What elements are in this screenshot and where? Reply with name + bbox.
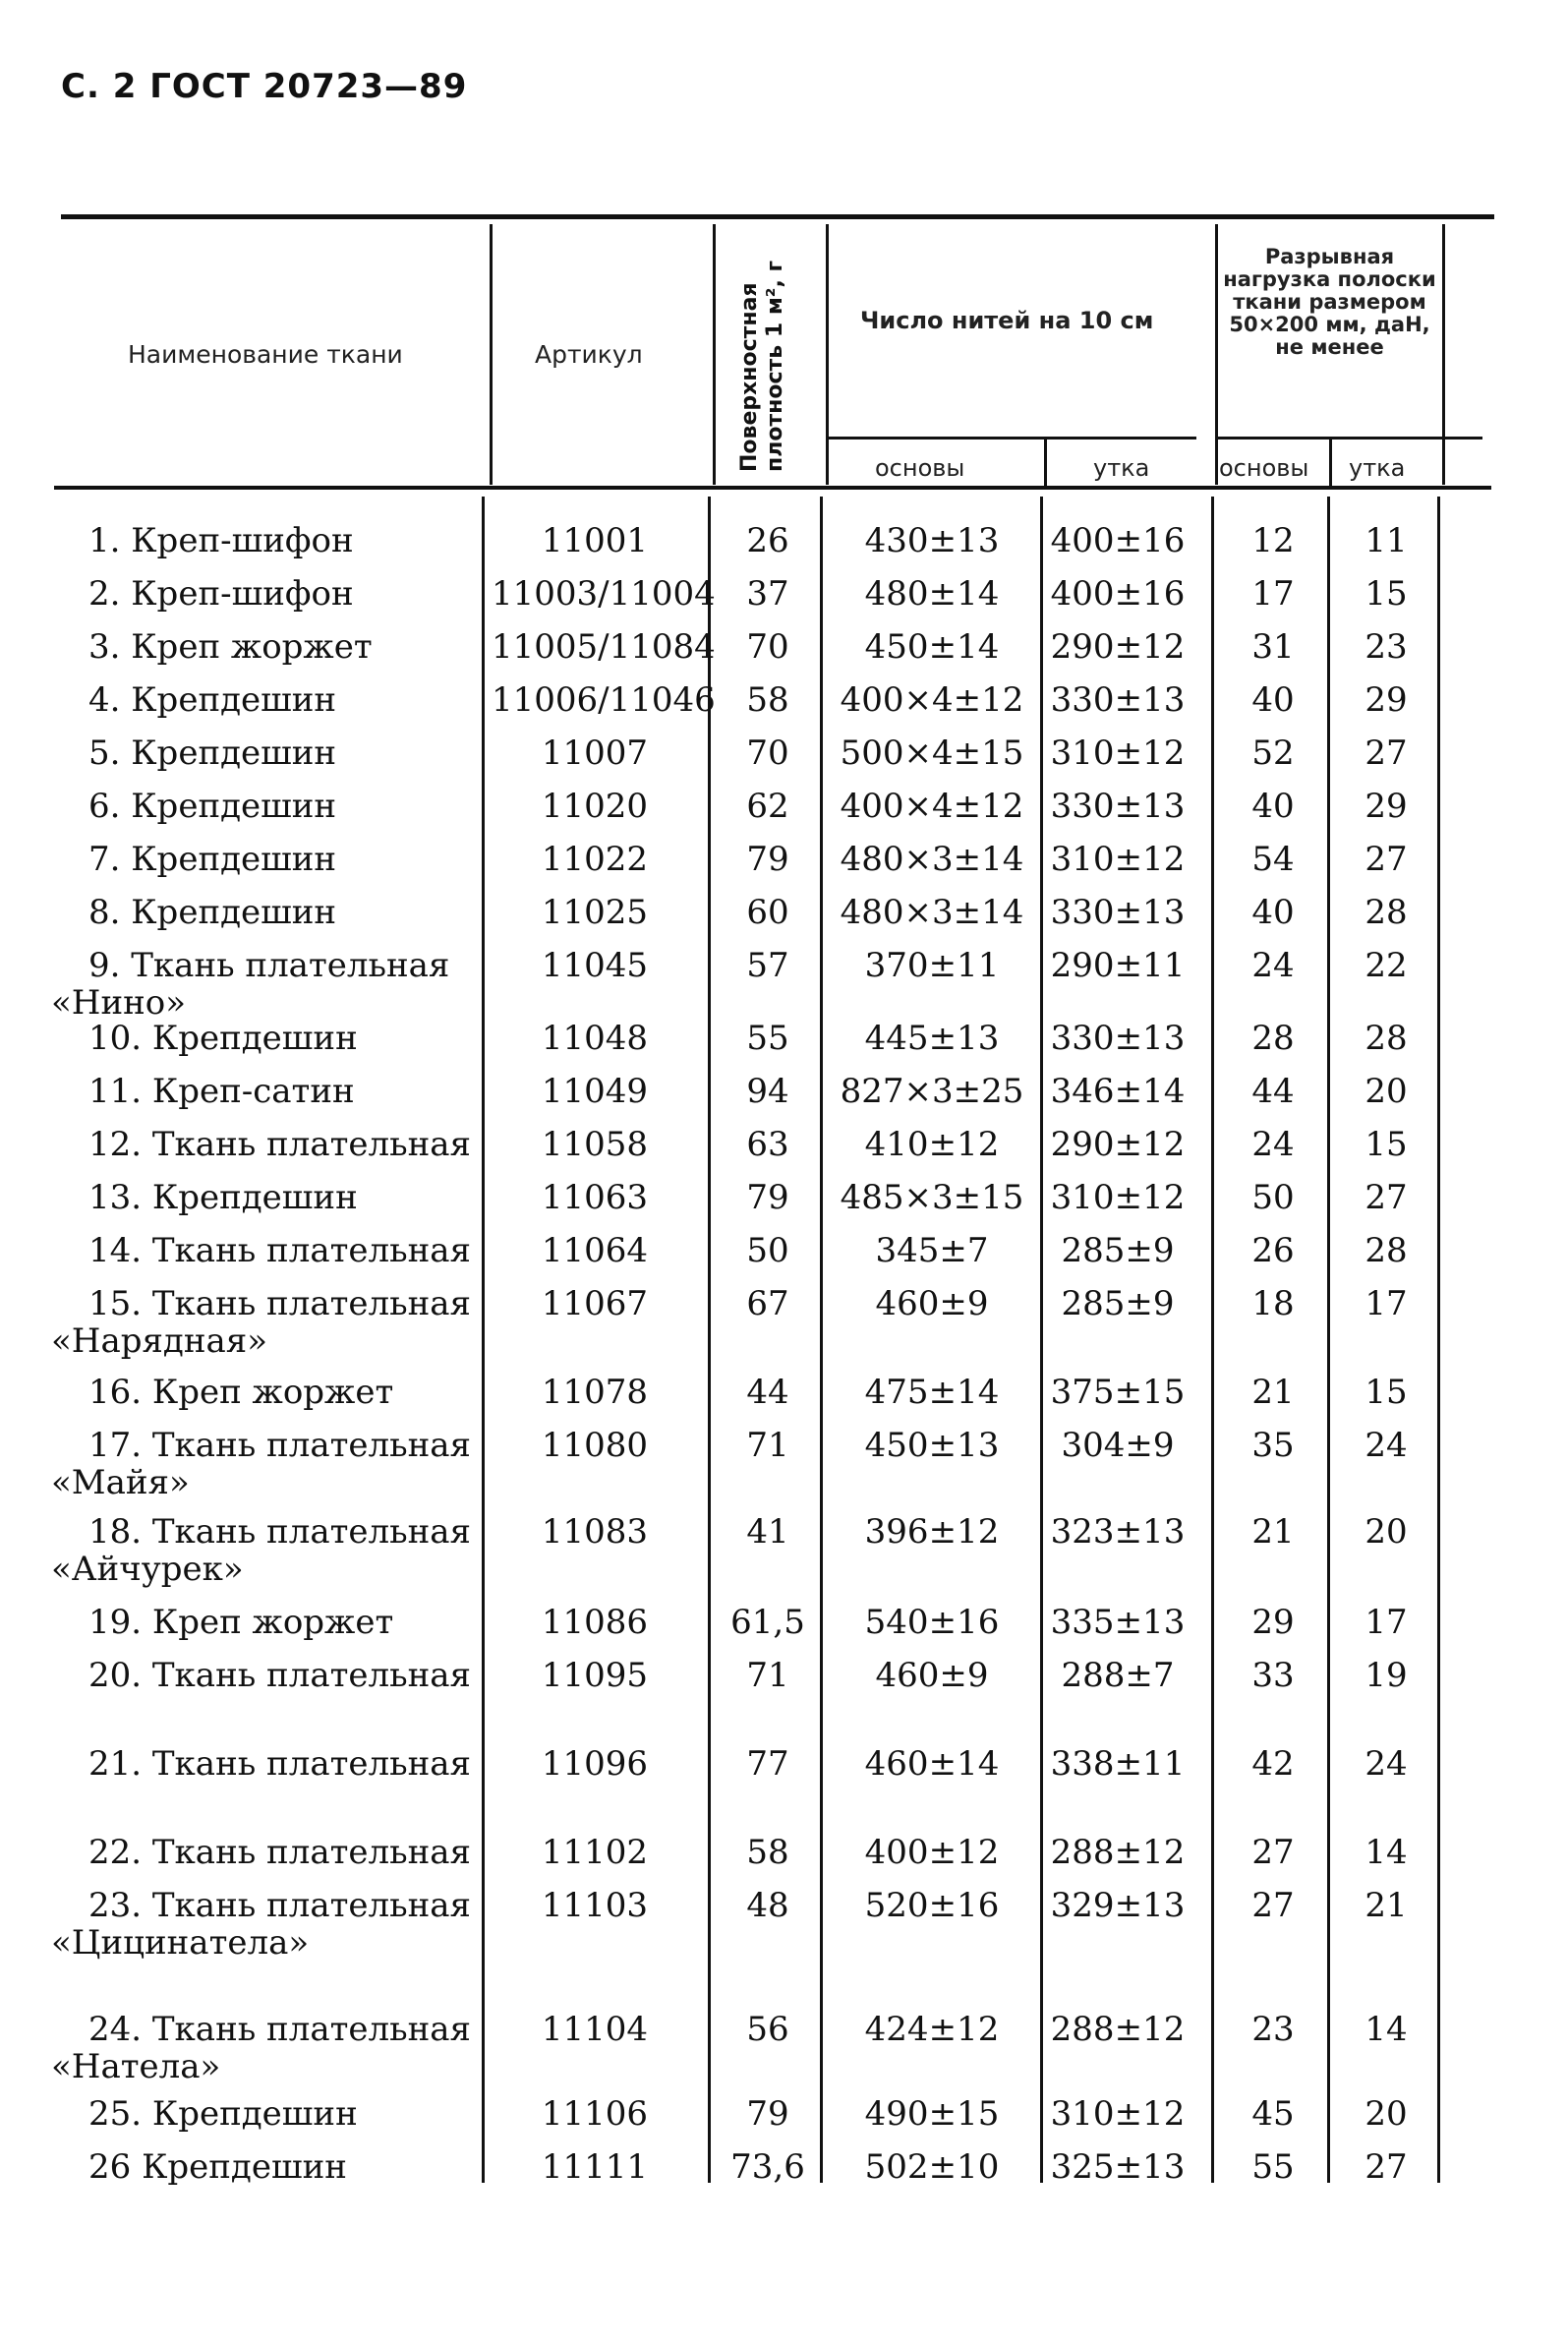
table-row [0, 521, 1568, 574]
row-name: 18. Ткань плательная [88, 1512, 472, 1552]
row-name: 4. Крепдешин [88, 680, 337, 720]
row-density: 58 [746, 1833, 789, 1872]
row-thread-warp: 827×3±25 [840, 1072, 1024, 1111]
row-density: 41 [746, 1512, 789, 1552]
row-thread-weft: 330±13 [1050, 680, 1186, 720]
row-density: 71 [746, 1426, 789, 1465]
row-density: 50 [746, 1231, 789, 1270]
row-article: 11095 [541, 1656, 649, 1695]
row-name-line2: «Айчурек» [51, 1550, 244, 1589]
row-name: 21. Ткань плательная [88, 1744, 472, 1784]
row-thread-warp: 490±15 [864, 2094, 1000, 2134]
row-density: 73,6 [730, 2147, 805, 2187]
row-name-line2: «Натела» [51, 2047, 221, 2086]
row-thread-weft: 285±9 [1061, 1231, 1175, 1270]
divider-line [713, 224, 716, 485]
row-article: 11078 [541, 1373, 649, 1412]
row-load-warp: 40 [1251, 787, 1295, 826]
row-article: 11020 [541, 787, 649, 826]
row-article: 11067 [541, 1284, 649, 1323]
row-name-line2: «Нарядная» [51, 1321, 268, 1361]
row-density: 37 [746, 574, 789, 614]
row-thread-warp: 400×4±12 [840, 787, 1024, 826]
column-header-breaking-load: Разрывная нагрузка полоски ткани размером 50×200 мм, даН, не менее [1223, 245, 1436, 359]
row-thread-warp: 540±16 [864, 1603, 1000, 1642]
table-row [0, 946, 1568, 1023]
row-load-weft: 24 [1365, 1426, 1408, 1465]
row-article: 11083 [541, 1512, 649, 1552]
row-load-weft: 11 [1365, 521, 1408, 560]
row-thread-warp: 460±9 [875, 1656, 989, 1695]
row-load-weft: 28 [1365, 893, 1408, 932]
row-thread-warp: 520±16 [864, 1886, 1000, 1925]
page-header: С. 2 ГОСТ 20723—89 [61, 67, 468, 106]
row-article: 11005/11084 [492, 627, 716, 667]
row-thread-weft: 310±12 [1050, 733, 1186, 773]
row-thread-weft: 288±12 [1050, 2010, 1186, 2049]
row-density: 94 [746, 1072, 789, 1111]
table-row [0, 2010, 1568, 2086]
row-name: 1. Креп-шифон [88, 521, 354, 560]
row-density: 48 [746, 1886, 789, 1925]
row-thread-warp: 480±14 [864, 574, 1000, 614]
row-thread-weft: 288±12 [1050, 1833, 1186, 1872]
row-article: 11006/11046 [492, 680, 716, 720]
row-name: 16. Креп жоржет [88, 1373, 394, 1412]
row-thread-warp: 400±12 [864, 1833, 1000, 1872]
row-load-warp: 40 [1251, 893, 1295, 932]
row-load-warp: 44 [1251, 1072, 1295, 1111]
row-thread-warp: 370±11 [864, 946, 1000, 985]
row-load-weft: 23 [1365, 627, 1408, 667]
row-density: 77 [746, 1744, 789, 1784]
row-load-weft: 24 [1365, 1744, 1408, 1784]
row-load-warp: 21 [1251, 1373, 1295, 1412]
row-name: 11. Креп-сатин [88, 1072, 355, 1111]
row-thread-warp: 500×4±15 [840, 733, 1024, 773]
row-load-warp: 52 [1251, 733, 1295, 773]
row-thread-warp: 450±14 [864, 627, 1000, 667]
row-load-warp: 35 [1251, 1426, 1295, 1465]
row-thread-weft: 375±15 [1050, 1373, 1186, 1412]
row-thread-warp: 400×4±12 [840, 680, 1024, 720]
table-row [0, 1603, 1568, 1656]
row-thread-weft: 290±12 [1050, 627, 1186, 667]
row-thread-weft: 290±11 [1050, 946, 1186, 985]
row-thread-warp: 396±12 [864, 1512, 1000, 1552]
row-thread-warp: 450±13 [864, 1426, 1000, 1465]
row-load-warp: 27 [1251, 1833, 1295, 1872]
row-load-warp: 23 [1251, 2010, 1295, 2049]
column-header-thread-count: Число нитей на 10 см [860, 307, 1154, 334]
row-thread-warp: 502±10 [864, 2147, 1000, 2187]
row-load-warp: 45 [1251, 2094, 1295, 2134]
row-load-warp: 55 [1251, 2147, 1295, 2187]
table-row [0, 1744, 1568, 1797]
row-load-weft: 15 [1365, 574, 1408, 614]
column-header-article: Артикул [535, 340, 643, 369]
row-name: 8. Крепдешин [88, 893, 337, 932]
row-load-warp: 54 [1251, 840, 1295, 879]
row-load-weft: 29 [1365, 787, 1408, 826]
divider-line [490, 224, 493, 485]
row-load-warp: 12 [1251, 521, 1295, 560]
row-thread-weft: 310±12 [1050, 1178, 1186, 1217]
row-name: 19. Креп жоржет [88, 1603, 394, 1642]
row-load-warp: 27 [1251, 1886, 1295, 1925]
row-article: 11048 [541, 1019, 649, 1058]
table-row [0, 1019, 1568, 1072]
row-name: 23. Ткань плательная [88, 1886, 472, 1925]
row-name: 7. Крепдешин [88, 840, 337, 879]
row-load-weft: 17 [1365, 1603, 1408, 1642]
row-thread-warp: 345±7 [875, 1231, 989, 1270]
row-load-weft: 15 [1365, 1125, 1408, 1164]
thread-subheader-rule [828, 437, 1196, 440]
row-article: 11106 [541, 2094, 649, 2134]
row-density: 57 [746, 946, 789, 985]
row-article: 11096 [541, 1744, 649, 1784]
row-thread-weft: 346±14 [1050, 1072, 1186, 1111]
row-article: 11001 [541, 521, 649, 560]
row-load-weft: 19 [1365, 1656, 1408, 1695]
row-thread-warp: 460±9 [875, 1284, 989, 1323]
row-name: 24. Ткань плательная [88, 2010, 472, 2049]
row-load-weft: 14 [1365, 2010, 1408, 2049]
row-name: 26 Крепдешин [88, 2147, 347, 2187]
row-name-line2: «Нино» [51, 983, 187, 1023]
row-load-warp: 50 [1251, 1178, 1295, 1217]
row-article: 11025 [541, 893, 649, 932]
row-load-weft: 15 [1365, 1373, 1408, 1412]
row-thread-weft: 285±9 [1061, 1284, 1175, 1323]
row-load-weft: 27 [1365, 840, 1408, 879]
row-load-warp: 26 [1251, 1231, 1295, 1270]
row-thread-weft: 310±12 [1050, 840, 1186, 879]
table-row [0, 1656, 1568, 1709]
row-name: 9. Ткань плательная [88, 946, 450, 985]
row-load-weft: 27 [1365, 2147, 1408, 2187]
row-name: 15. Ткань плательная [88, 1284, 472, 1323]
divider-line [1044, 439, 1047, 486]
row-article: 11003/11004 [492, 574, 716, 614]
row-thread-warp: 430±13 [864, 521, 1000, 560]
row-thread-weft: 310±12 [1050, 2094, 1186, 2134]
row-thread-warp: 410±12 [864, 1125, 1000, 1164]
row-load-warp: 18 [1251, 1284, 1295, 1323]
row-load-warp: 24 [1251, 1125, 1295, 1164]
row-article: 11104 [541, 2010, 649, 2049]
table-row [0, 787, 1568, 840]
row-density: 44 [746, 1373, 789, 1412]
table-row [0, 1072, 1568, 1125]
row-density: 79 [746, 2094, 789, 2134]
row-article: 11102 [541, 1833, 649, 1872]
table-row [0, 1886, 1568, 1963]
subheader-load-warp: основы [1219, 454, 1309, 482]
row-thread-warp: 480×3±14 [840, 840, 1024, 879]
row-article: 11049 [541, 1072, 649, 1111]
row-load-weft: 27 [1365, 733, 1408, 773]
row-thread-weft: 400±16 [1050, 521, 1186, 560]
table-row [0, 680, 1568, 733]
row-load-weft: 17 [1365, 1284, 1408, 1323]
row-name: 13. Крепдешин [88, 1178, 358, 1217]
row-thread-warp: 475±14 [864, 1373, 1000, 1412]
table-row [0, 627, 1568, 680]
column-header-density: Поверхностная плотность 1 м², г [737, 261, 787, 472]
table-row [0, 1125, 1568, 1178]
row-article: 11086 [541, 1603, 649, 1642]
row-name-line2: «Цицинатела» [51, 1923, 310, 1963]
row-load-weft: 27 [1365, 1178, 1408, 1217]
row-load-warp: 17 [1251, 574, 1295, 614]
row-name: 12. Ткань плательная [88, 1125, 472, 1164]
table-row [0, 1373, 1568, 1426]
row-load-warp: 33 [1251, 1656, 1295, 1695]
row-load-warp: 24 [1251, 946, 1295, 985]
column-header-name: Наименование ткани [128, 340, 403, 369]
row-name: 20. Ткань плательная [88, 1656, 472, 1695]
table-row [0, 2147, 1568, 2200]
row-load-warp: 40 [1251, 680, 1295, 720]
row-load-weft: 20 [1365, 2094, 1408, 2134]
row-load-weft: 20 [1365, 1072, 1408, 1111]
divider-line [1329, 439, 1332, 486]
row-thread-weft: 329±13 [1050, 1886, 1186, 1925]
row-density: 62 [746, 787, 789, 826]
row-density: 55 [746, 1019, 789, 1058]
subheader-thread-weft: утка [1093, 454, 1150, 482]
row-name-line2: «Майя» [51, 1463, 190, 1502]
divider-line [1442, 224, 1445, 485]
subheader-thread-warp: основы [875, 454, 965, 482]
header-bottom-rule [54, 486, 1491, 490]
table-row [0, 1512, 1568, 1589]
row-thread-weft: 400±16 [1050, 574, 1186, 614]
row-thread-weft: 338±11 [1050, 1744, 1186, 1784]
divider-line [1215, 224, 1218, 485]
row-article: 11058 [541, 1125, 649, 1164]
row-thread-warp: 424±12 [864, 2010, 1000, 2049]
row-load-weft: 20 [1365, 1512, 1408, 1552]
row-density: 79 [746, 1178, 789, 1217]
row-density: 58 [746, 680, 789, 720]
row-load-warp: 42 [1251, 1744, 1295, 1784]
row-article: 11022 [541, 840, 649, 879]
row-name: 14. Ткань плательная [88, 1231, 472, 1270]
row-thread-warp: 485×3±15 [840, 1178, 1024, 1217]
row-density: 71 [746, 1656, 789, 1695]
row-density: 56 [746, 2010, 789, 2049]
row-name: 10. Крепдешин [88, 1019, 358, 1058]
row-load-weft: 28 [1365, 1231, 1408, 1270]
row-thread-weft: 335±13 [1050, 1603, 1186, 1642]
row-name: 6. Крепдешин [88, 787, 337, 826]
row-thread-weft: 290±12 [1050, 1125, 1186, 1164]
row-name: 25. Крепдешин [88, 2094, 358, 2134]
row-thread-weft: 323±13 [1050, 1512, 1186, 1552]
row-thread-weft: 288±7 [1061, 1656, 1175, 1695]
row-article: 11007 [541, 733, 649, 773]
row-load-warp: 29 [1251, 1603, 1295, 1642]
row-name: 3. Креп жоржет [88, 627, 373, 667]
row-density: 70 [746, 627, 789, 667]
row-density: 26 [746, 521, 789, 560]
row-article: 11103 [541, 1886, 649, 1925]
table-row [0, 1426, 1568, 1502]
row-thread-weft: 330±13 [1050, 893, 1186, 932]
table-row [0, 1178, 1568, 1231]
table-row [0, 840, 1568, 893]
table-row [0, 733, 1568, 787]
row-article: 11111 [541, 2147, 649, 2187]
row-thread-weft: 330±13 [1050, 1019, 1186, 1058]
subheader-load-weft: утка [1349, 454, 1406, 482]
row-density: 70 [746, 733, 789, 773]
row-thread-warp: 480×3±14 [840, 893, 1024, 932]
table-row [0, 1833, 1568, 1886]
row-article: 11080 [541, 1426, 649, 1465]
row-density: 61,5 [730, 1603, 805, 1642]
row-density: 60 [746, 893, 789, 932]
row-thread-weft: 325±13 [1050, 2147, 1186, 2187]
row-load-weft: 21 [1365, 1886, 1408, 1925]
row-load-warp: 31 [1251, 627, 1295, 667]
row-thread-weft: 304±9 [1061, 1426, 1175, 1465]
row-name: 5. Крепдешин [88, 733, 337, 773]
row-load-weft: 29 [1365, 680, 1408, 720]
row-density: 79 [746, 840, 789, 879]
row-load-weft: 14 [1365, 1833, 1408, 1872]
table-row [0, 2094, 1568, 2147]
table-row [0, 1231, 1568, 1284]
row-load-weft: 28 [1365, 1019, 1408, 1058]
row-thread-warp: 445±13 [864, 1019, 1000, 1058]
row-load-weft: 22 [1365, 946, 1408, 985]
row-thread-warp: 460±14 [864, 1744, 1000, 1784]
row-name: 17. Ткань плательная [88, 1426, 472, 1465]
row-load-warp: 21 [1251, 1512, 1295, 1552]
row-thread-weft: 330±13 [1050, 787, 1186, 826]
row-name: 22. Ткань плательная [88, 1833, 472, 1872]
row-density: 63 [746, 1125, 789, 1164]
table-row [0, 893, 1568, 946]
row-article: 11045 [541, 946, 649, 985]
row-density: 67 [746, 1284, 789, 1323]
table-row [0, 1284, 1568, 1361]
divider-line [826, 224, 829, 485]
row-article: 11063 [541, 1178, 649, 1217]
table-row [0, 574, 1568, 627]
row-article: 11064 [541, 1231, 649, 1270]
row-load-warp: 28 [1251, 1019, 1295, 1058]
row-name: 2. Креп-шифон [88, 574, 354, 614]
